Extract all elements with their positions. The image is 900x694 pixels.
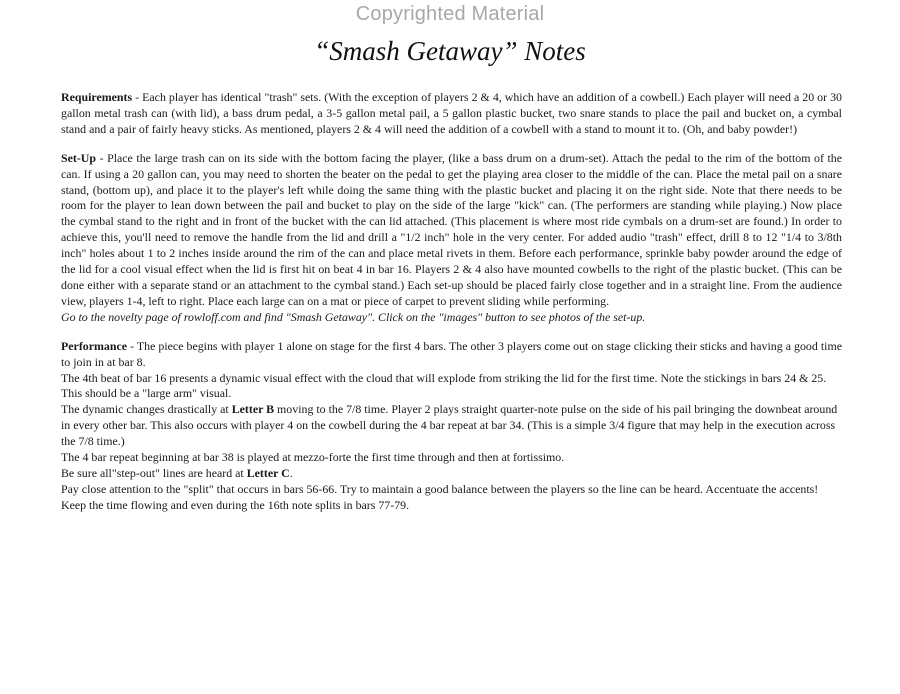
performance-line-5 (61, 466, 842, 482)
line3-pre: The dynamic changes drastically at (61, 402, 232, 417)
requirements-label: Requirements (61, 90, 133, 104)
performance-line-4: The 4 bar repeat beginning at bar 38 is played at mezzo-forte the first time through and then at fortissimo. (61, 450, 565, 465)
setup-text: - Place the large trash can on its side with the bottom facing the player, (like a bass drum on a drum-set). Attach the pedal to the rim of the bottom of the can. If using a 20 gallon can, you may need to shorten the beater on the pedal to get the playing area closer to the middle of the can. Place the metal pail on a snare stand, (bottom up), and place it to the player's left while doing the same thing with the plastic bucket and placing it on the right side. Note that there needs to be room for the player to lean down between the pail and bucket to play on the side of the large "kick" can. (The performers are standing while playing.) Now place the cymbal stand to the right and in front of the bucket with the can lid attached. (This placement is where most ride cymbals on a drum-set are found.) In order to achieve this, you'll need to remove the handle from the lid and drill a "1/2 inch" hole in the very center. For added audio "trash" effect, drill 8 to 12 "1/4 to 3/8th inch" holes about 1 to 2 inches inside around the rim of the can and place metal rivets in them. Before each performance, sprinkle baby powder around the edge of the lid for a cool visual effect when the lid is first hit on beat 4 in bar 16. Players 2 & 4 also have mounted cowbells to the right of the plastic bucket. (This can be done either with a separate stand or an attachment to the cymbal stand.) Each set-up should be placed fairly close together and in a straight line. From the audience view, players 1-4, left to right. Place each large can on a mat or piece of carpet to prevent sliding while performing. (61, 150, 842, 308)
performance-line-6: Pay close attention to the "split" that occurs in bars 56-66. Try to maintain a good balance between the players so the line can be heard. Accentuate the accents! (61, 481, 819, 496)
performance-section (61, 339, 842, 514)
requirements-text: - Each player has identical "trash" sets. (With the exception of players 2 & 4, which have an addition of a cowbell.) Each player will need a 20 or 30 gallon metal trash can (with lid), a bass drum pedal, a 3-5 gallon metal pail, a 5 gallon plastic bucket, two snare stands to place the pail and bucket on, a cymbal stand and a pair of fairly heavy sticks. As mentioned, players 2 & 4 will need the addition of a cowbell with a stand to mount it to. (Oh, and baby powder!) (61, 90, 842, 136)
performance-line-7: Keep the time flowing and even during the 16th note splits in bars 77-79. (61, 497, 410, 512)
requirements-section (61, 90, 842, 138)
line5-pre: Be sure all"step-out" lines are heard at (61, 465, 247, 480)
page-title: “Smash Getaway” Notes (314, 36, 586, 66)
performance-line-2: The 4th beat of bar 16 presents a dynamic visual effect with the cloud that will explode from striking the lid for the first time. Note the stickings in bars 24 & 25. This should be a "large arm" visual. (61, 370, 827, 401)
performance-line-3 (61, 402, 842, 450)
letter-b-marker: Letter B (231, 402, 275, 417)
letter-c-marker: Letter C (246, 465, 290, 480)
performance-text: - The piece begins with player 1 alone on stage for the first 4 bars. The other 3 players come out on stage clicking their sticks and having a good time to join in at bar 8. (61, 338, 842, 369)
line5-post: . (289, 465, 293, 480)
performance-label: Performance (61, 338, 128, 353)
setup-label: Set-Up (61, 150, 97, 165)
setup-note: Go to the novelty page of rowloff.com and find "Smash Getaway". Click on the "images" button to see photos of the set-up. (61, 309, 646, 324)
copyright-watermark: Copyrighted Material (355, 3, 545, 25)
notes-body (61, 90, 842, 527)
setup-section (61, 151, 842, 326)
line3-post: moving to the 7/8 time. Player 2 plays straight quarter-note pulse on the side of his pail bringing the downbeat around in every other bar. This also occurs with player 4 on the cowbell during the 4 bar repeat at bar 34. (This is a simple 3/4 figure that may help in the execution across the 7/8 time.) (61, 402, 838, 449)
